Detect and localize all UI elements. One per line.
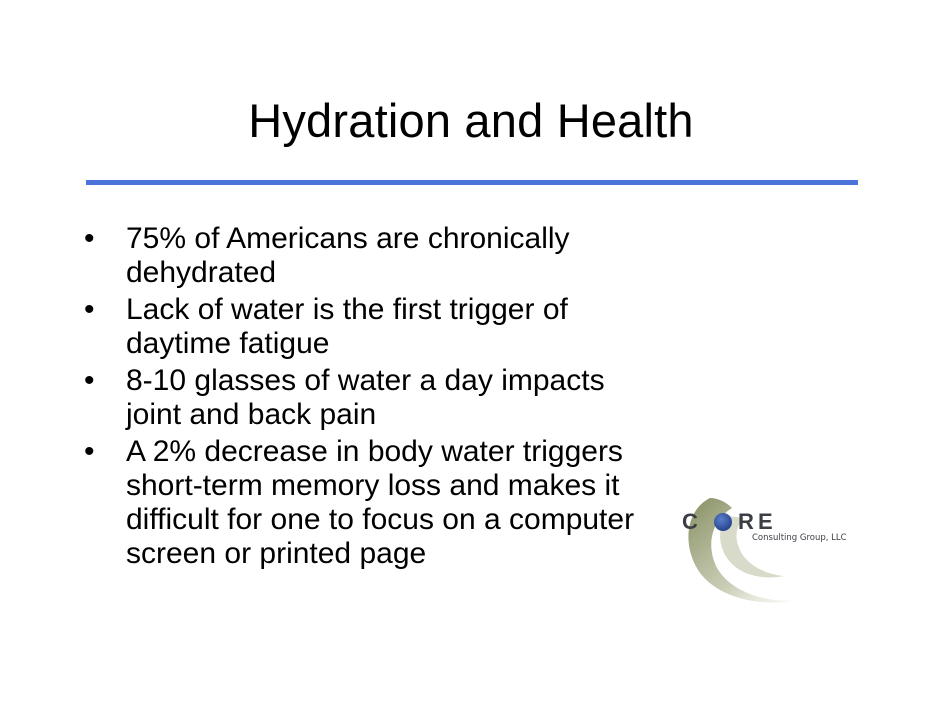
bullet-item: [84, 293, 724, 361]
bullet-line: joint and back pain: [126, 398, 377, 431]
title-divider: [86, 180, 858, 185]
bullet-glyph: •: [84, 222, 95, 255]
bullet-line: dehydrated: [126, 256, 277, 289]
bullet-line: 8-10 glasses of water a day impacts: [126, 364, 605, 397]
bullet-line: screen or printed page: [126, 537, 427, 570]
logo-letter-r: R: [738, 509, 754, 534]
bullet-line: short-term memory loss and makes it: [126, 469, 620, 502]
logo-o-dot: [714, 513, 732, 531]
logo-subtitle: Consulting Group, LLC: [752, 533, 847, 543]
logo-letter-e: E: [758, 509, 773, 534]
bullet-item: [84, 222, 724, 290]
bullet-glyph: •: [84, 435, 95, 468]
slide-title: Hydration and Health: [248, 94, 694, 147]
logo-letter-c: C: [682, 509, 698, 534]
bullet-line: difficult for one to focus on a computer: [126, 503, 635, 536]
bullet-glyph: •: [84, 293, 95, 326]
core-consulting-logo: [680, 492, 860, 612]
bullet-item: [84, 435, 724, 571]
bullet-line: A 2% decrease in body water triggers: [126, 435, 623, 468]
bullet-line: daytime fatigue: [126, 327, 330, 360]
bullet-line: 75% of Americans are chronically: [126, 222, 570, 255]
bullet-list: [84, 222, 724, 574]
bullet-glyph: •: [84, 364, 95, 397]
bullet-line: Lack of water is the first trigger of: [126, 293, 568, 326]
bullet-item: [84, 364, 724, 432]
